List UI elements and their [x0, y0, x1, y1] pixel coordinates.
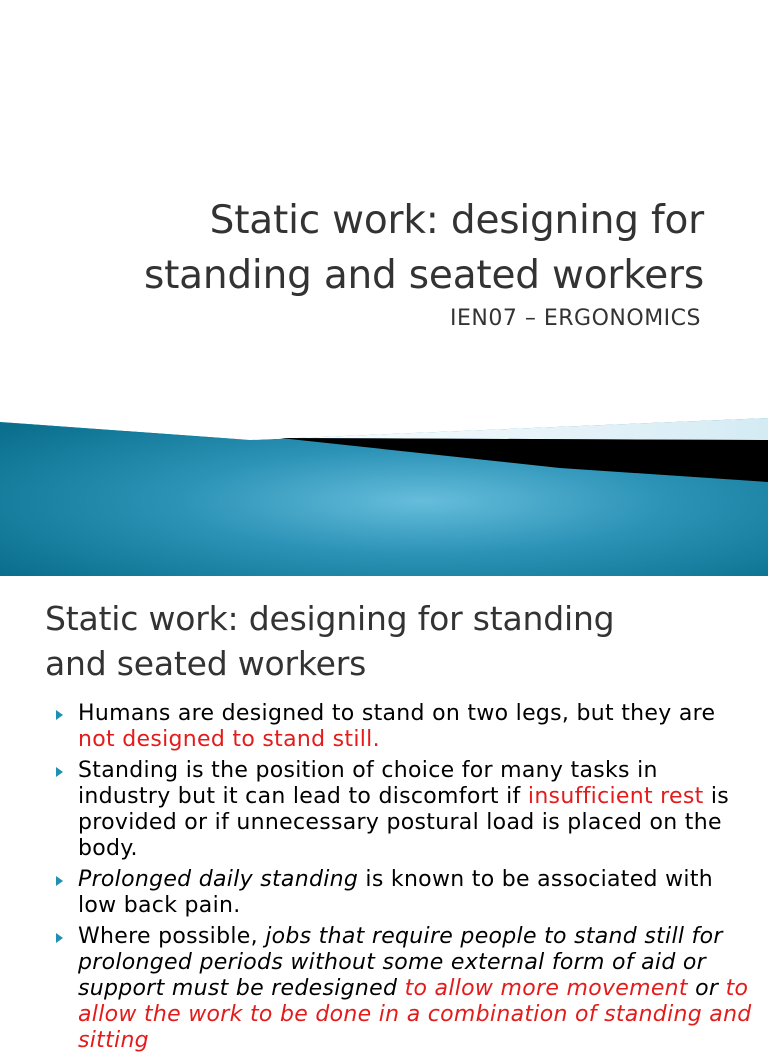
content-title-line2: and seated workers	[45, 644, 367, 683]
bullet-highlight: to allow more movement	[404, 976, 688, 1001]
slide-subtitle: IEN07 – ERGONOMICS	[450, 306, 701, 331]
slide-title-line2: standing and seated workers	[143, 253, 704, 298]
triangle-bullet-icon	[56, 767, 63, 777]
bullet-item	[56, 867, 756, 919]
bullet-text: Where possible,	[78, 924, 266, 949]
content-slide-title	[45, 596, 745, 686]
bullet-text: Humans are designed to stand on two legs, but they are	[78, 701, 716, 726]
bullet-item	[56, 924, 756, 1054]
triangle-bullet-icon	[56, 933, 63, 943]
bullet-item	[56, 758, 756, 862]
bullet-item	[56, 701, 756, 753]
bullet-text: is known to be associated with low back pain.	[78, 867, 713, 918]
bullet-highlight: to allow the work to be done in a combination of standing and sitting	[78, 976, 752, 1053]
triangle-bullet-icon	[56, 876, 63, 886]
bullet-italic-text: Prolonged daily standing	[78, 867, 359, 892]
slide-title	[64, 193, 704, 303]
content-title-line1: Static work: designing for standing	[45, 599, 615, 638]
bullet-highlight: not designed to stand still.	[78, 727, 380, 752]
bullet-highlight: insufficient rest	[527, 784, 704, 809]
decorative-wave-band	[0, 410, 768, 576]
bullet-text: is provided or if unnecessary postural load is placed on the body.	[78, 784, 730, 861]
triangle-bullet-icon	[56, 710, 63, 720]
bullet-italic-text: or	[687, 976, 726, 1001]
bullet-italic-text: jobs that require people to stand still for prolonged periods without some external form of aid or support must be redesigned	[78, 924, 723, 1001]
bullet-text: Standing is the position of choice for many tasks in industry but it can lead to discomfort if	[78, 758, 658, 809]
bullet-list	[56, 701, 756, 1059]
slide-title-line1: Static work: designing for	[209, 198, 704, 243]
